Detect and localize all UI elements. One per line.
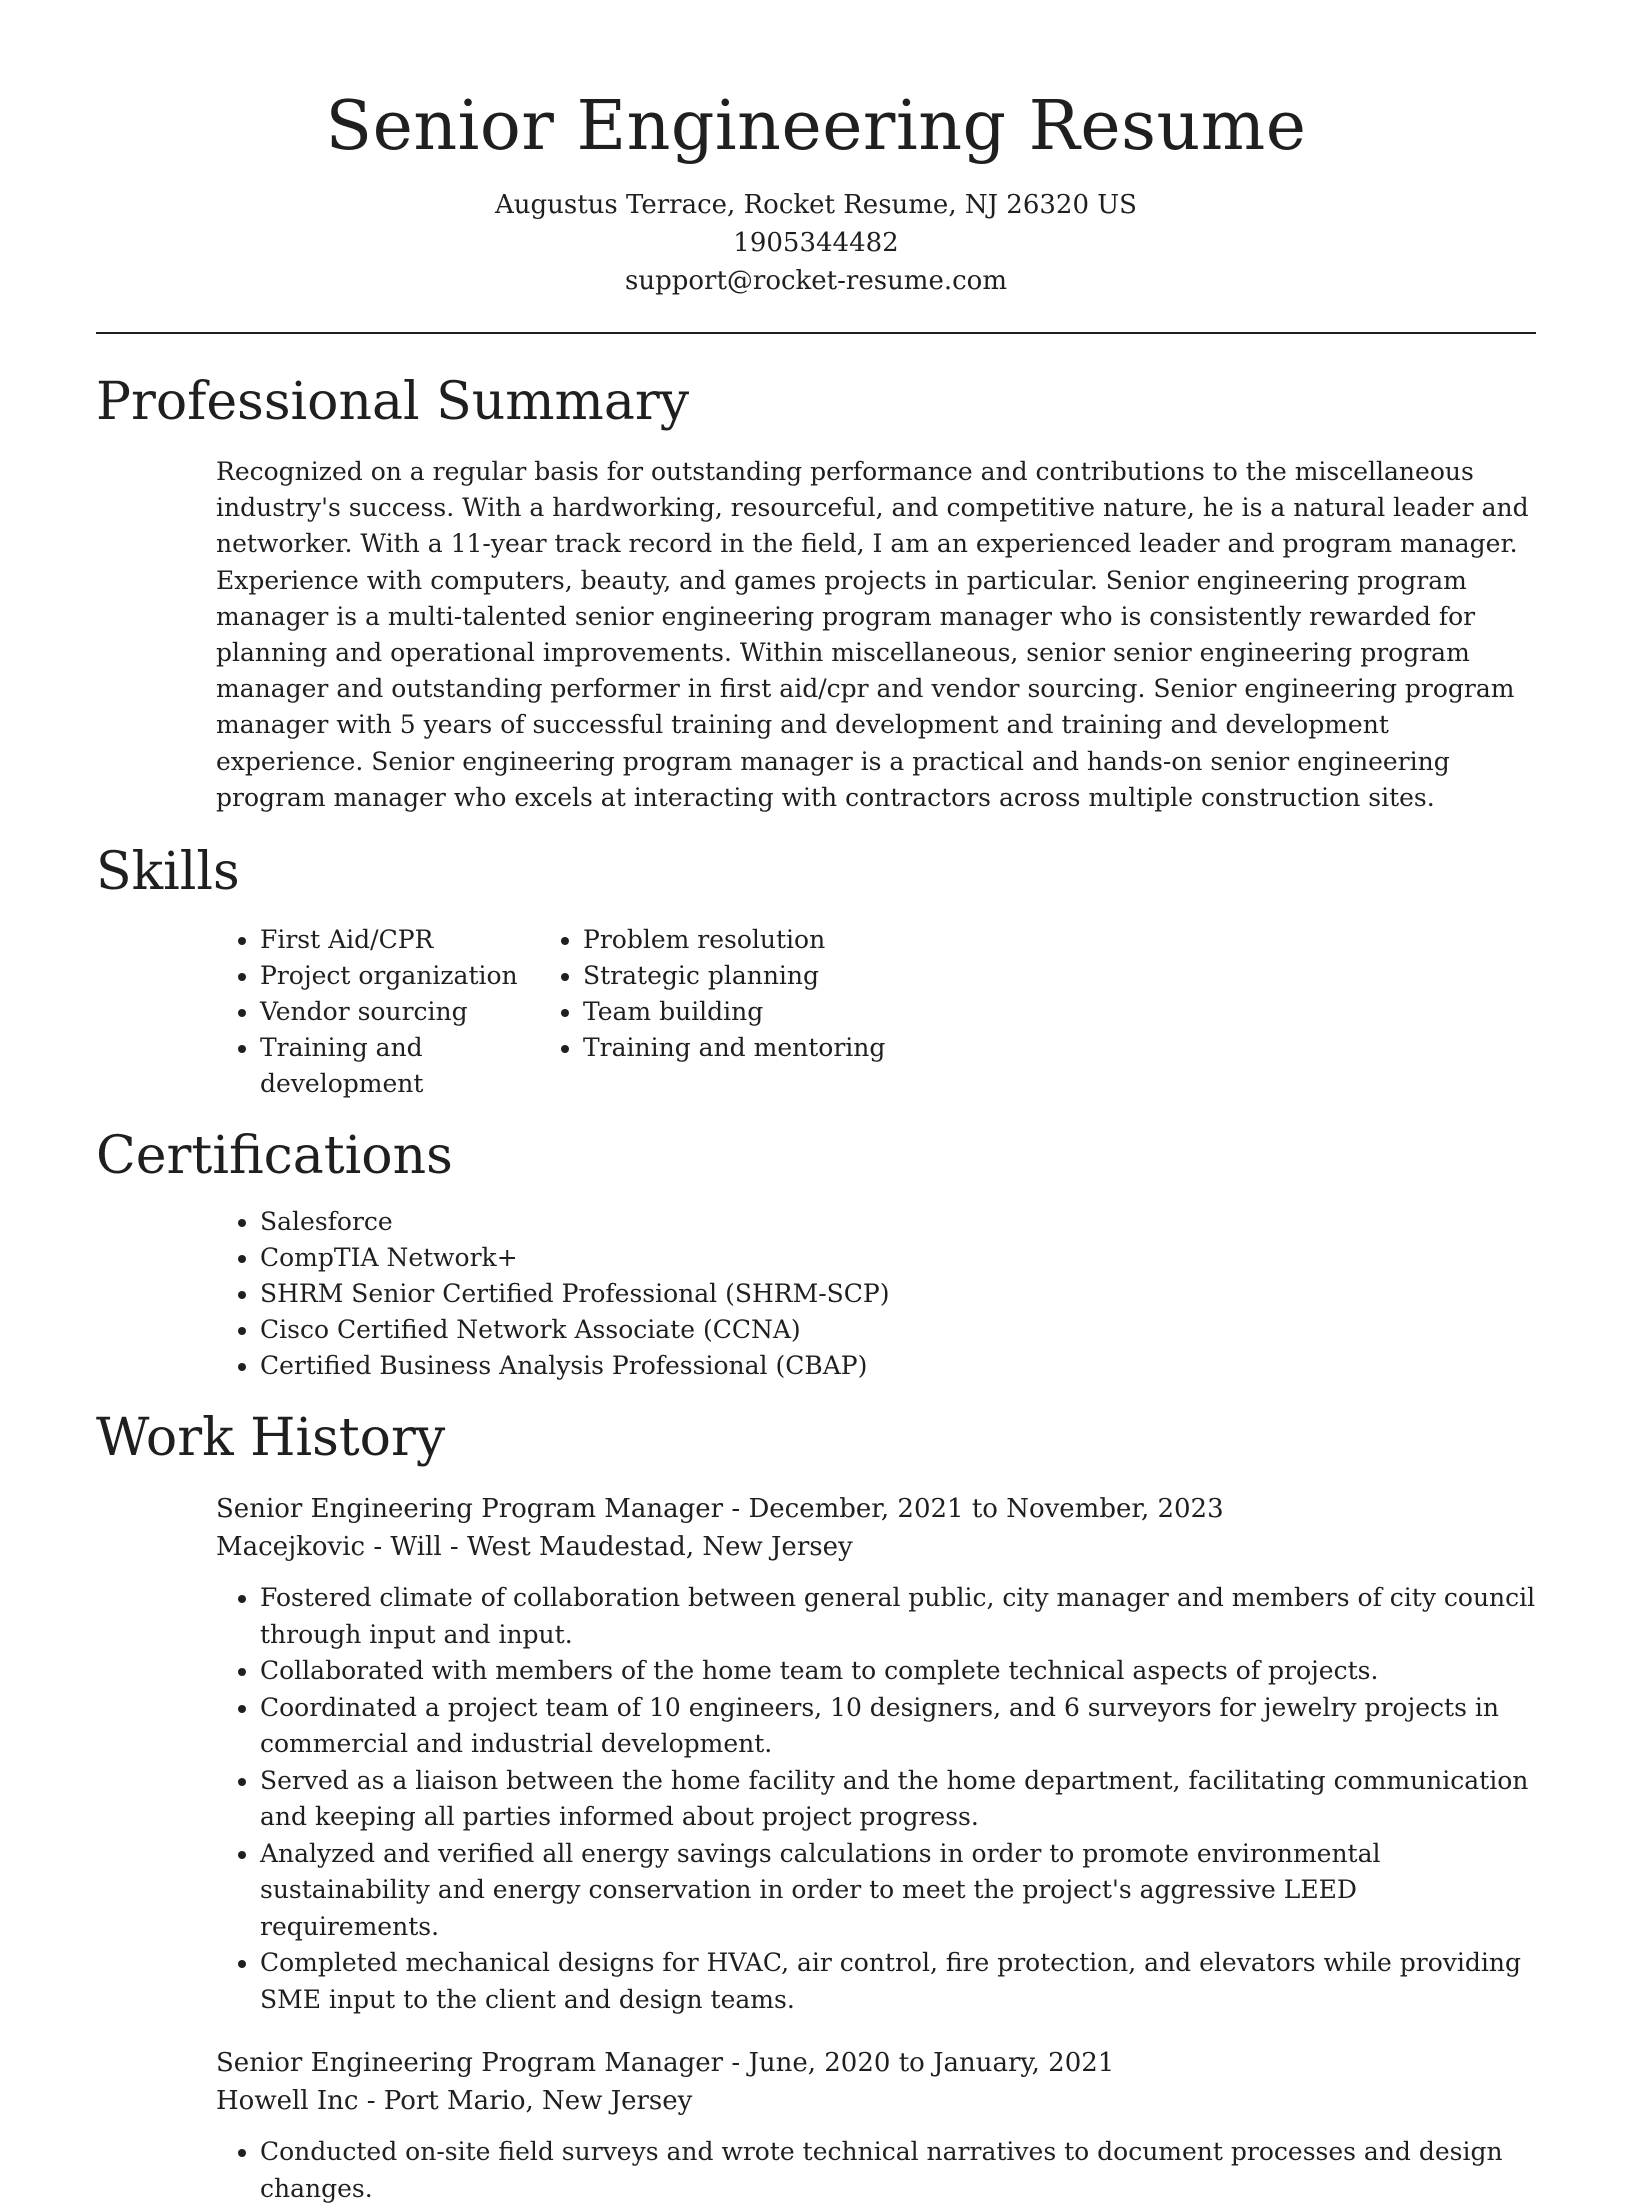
summary-heading: Professional Summary — [96, 372, 690, 432]
job-bullet: • Collaborated with members of the home team to complete technical aspects of projects. — [260, 1653, 1536, 1690]
job-entry — [216, 2044, 1536, 2207]
skills-column-1 — [96, 922, 583, 1102]
skills-heading: Skills — [96, 842, 240, 903]
job-dates: December, 2021 to November, 2023 — [748, 1494, 1224, 1525]
work-history-heading: Work History — [96, 1408, 446, 1469]
skill-item: • Project organization — [260, 958, 583, 994]
job-title: Senior Engineering Program Manager — [216, 2048, 724, 2079]
contact-email: support@rocket-resume.com — [624, 266, 1007, 296]
skills-grid — [96, 922, 1536, 1102]
contact-phone: 1905344482 — [733, 228, 899, 258]
contact-info — [96, 186, 1536, 300]
resume-page — [96, 0, 1536, 2207]
certification-item: • Certified Business Analysis Professional (CBAP) — [260, 1348, 1536, 1384]
job-bullet: • Conducted on-site field surveys and wrote technical narratives to document processes and design changes. — [260, 2134, 1536, 2207]
contact-address: Augustus Terrace, Rocket Resume, NJ 26320 US — [494, 190, 1137, 220]
certifications-heading: Certifications — [96, 1126, 453, 1187]
certification-item: • SHRM Senior Certified Professional (SHRM-SCP) — [260, 1276, 1536, 1312]
summary-text: Recognized on a regular basis for outstanding performance and contributions to the miscellaneous industry's success. With a hardworking, resourceful, and competitive nature, he is a natural leader and networker. With a 11-year track record in the field, I am an experienced leader and program manager. Experience with computers, beauty, and games projects in particular. Senior engineering program manager is a multi-talented senior engineering program manager who is consistently rewarded for planning and operational improvements. Within miscellaneous, senior senior engineering program manager and outstanding performer in first aid/cpr and vendor sourcing. Senior engineering program manager with 5 years of successful training and development and training and development experience. Senior engineering program manager is a practical and hands-on senior engineering program manager who excels at interacting with contractors across multiple construction sites. — [216, 457, 1529, 812]
skill-item: • Vendor sourcing — [260, 994, 583, 1030]
skill-item: • Strategic planning — [583, 958, 1070, 994]
job-company: Howell Inc - Port Mario, New Jersey — [216, 2086, 693, 2117]
skill-item: • Training and development — [260, 1030, 583, 1102]
job-title: Senior Engineering Program Manager — [216, 1494, 724, 1525]
certifications-section — [96, 1124, 1536, 1384]
job-title-line — [216, 2044, 1536, 2082]
skill-item: • Training and mentoring — [583, 1030, 1070, 1066]
certifications-list — [96, 1204, 1536, 1384]
skill-item: • Problem resolution — [583, 922, 1070, 958]
skills-column-2 — [583, 922, 1070, 1102]
job-dates: June, 2020 to January, 2021 — [748, 2048, 1115, 2079]
job-title-line — [216, 1490, 1536, 1528]
job-bullet: • Completed mechanical designs for HVAC, air control, fire protection, and elevators while providing SME input to the client and design teams. — [260, 1945, 1536, 2018]
job-bullet: • Served as a liaison between the home facility and the home department, facilitating communication and keeping all parties informed about project progress. — [260, 1763, 1536, 1836]
skill-item: • Team building — [583, 994, 1070, 1030]
job-separator: - — [731, 1494, 749, 1525]
certification-item: • Cisco Certified Network Associate (CCNA) — [260, 1312, 1536, 1348]
job-bullet: • Coordinated a project team of 10 engineers, 10 designers, and 6 surveyors for jewelry projects in commercial and industrial development. — [260, 1690, 1536, 1763]
job-bullets — [216, 2134, 1536, 2207]
certification-item: • CompTIA Network+ — [260, 1240, 1536, 1276]
job-bullet: • Fostered climate of collaboration between general public, city manager and members of city council through input and input. — [260, 1580, 1536, 1653]
header-divider — [96, 332, 1536, 334]
work-history-section — [96, 1406, 1536, 2207]
resume-header — [96, 0, 1536, 300]
job-bullet: • Analyzed and verified all energy savings calculations in order to promote environmental sustainability and energy conservation in order to meet the project's aggressive LEED requirements. — [260, 1836, 1536, 1946]
job-separator: - — [731, 2048, 749, 2079]
skills-section — [96, 840, 1536, 1102]
job-entry — [216, 1490, 1536, 2018]
job-bullets — [216, 1580, 1536, 2018]
certification-item: • Salesforce — [260, 1204, 1536, 1240]
skill-item: • First Aid/CPR — [260, 922, 583, 958]
summary-section — [96, 370, 1536, 816]
job-company: Macejkovic - Will - West Maudestad, New Jersey — [216, 1532, 853, 1563]
resume-title: Senior Engineering Resume — [325, 87, 1307, 166]
